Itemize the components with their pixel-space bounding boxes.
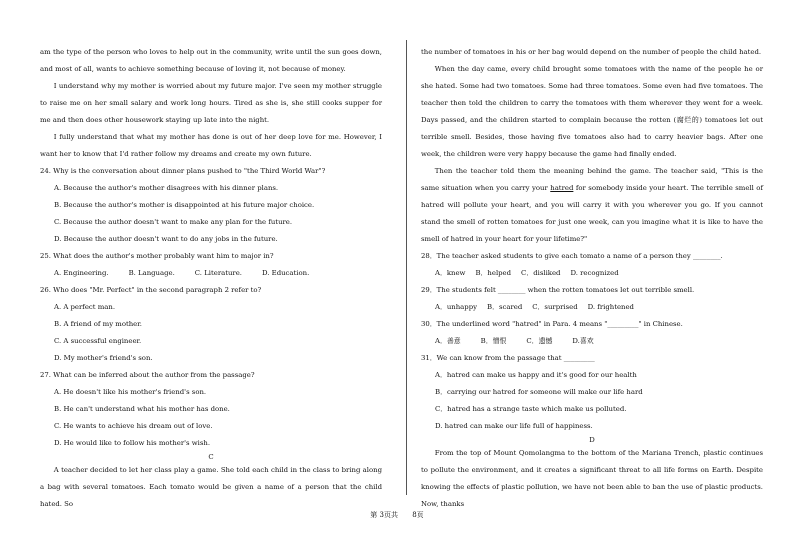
options-30 (421, 333, 763, 350)
paragraph: I fully understand that what my mother has done is out of her deep love for me. However, I want her to know that I'd rather follow my dreams and create my own future. (40, 133, 382, 158)
right-column (421, 44, 763, 513)
option-30b: B．憎恨 (480, 337, 507, 345)
option-25a: A. Engineering. (54, 269, 109, 277)
option-28a: A．knew (435, 269, 466, 277)
paragraph: A teacher decided to let her class play a game. She told each child in the class to bring along a bag with several tomatoes. Each tomato would be given a name of a person that the child hated. So (40, 466, 382, 508)
option-29b: B．scared (487, 303, 523, 311)
option-26c: C. A successful engineer. (54, 337, 142, 345)
page-footer (0, 510, 794, 520)
paragraph (421, 163, 763, 248)
option-31c: C．hatred has a strange taste which make us polluted. (435, 405, 627, 413)
option-24a: A. Because the author's mother disagrees with his dinner plans. (54, 184, 279, 192)
options-29 (421, 299, 763, 316)
option-31d: D. hatred can make our life full of happiness. (435, 422, 593, 430)
option-24d: D. Because the author doesn't want to do any jobs in the future. (54, 235, 278, 243)
page-number: 第 3页共 (370, 511, 398, 519)
paragraph: I understand why my mother is worried about my future major. I've seen my mother struggle to raise me on her small salary and work long hours. Tired as she is, she still cooks supper for me and then does other housework staying up late into the night. (40, 82, 382, 124)
option-28c: C．disliked (521, 269, 561, 277)
option-29c: C．surprised (532, 303, 578, 311)
option-28b: B．helped (475, 269, 512, 277)
section-heading-c: C (208, 453, 214, 461)
underlined-word-hatred: hatred (550, 184, 574, 192)
question-29: 29．The students felt ________ when the rotten tomatoes let out terrible smell. (421, 286, 695, 294)
option-27d: D. He would like to follow his mother's wish. (54, 439, 211, 447)
option-30c: C．遗憾 (526, 337, 553, 345)
question-31: 31．We can know from the passage that _________ (421, 354, 595, 362)
question-26: 26. Who does "Mr. Perfect" in the second paragraph 2 refer to? (40, 286, 262, 294)
options-28 (421, 265, 763, 282)
option-24c: C. Because the author doesn't want to make any plan for the future. (54, 218, 293, 226)
option-25b: B. Language. (128, 269, 175, 277)
page-total: 8页 (412, 511, 424, 519)
option-29a: A．unhappy (435, 303, 478, 311)
left-column (40, 44, 382, 513)
option-26b: B. A friend of my mother. (54, 320, 142, 328)
option-30d: D.喜欢 (572, 337, 594, 345)
question-30: 30．The underlined word "hatred" in Para. 4 means "_________" in Chinese. (421, 320, 683, 328)
question-25: 25. What does the author's mother probably want him to major in? (40, 252, 274, 260)
option-31b: B．carrying our hatred for someone will make our life hard (435, 388, 643, 396)
option-26d: D. My mother's friend's son. (54, 354, 153, 362)
option-26a: A. A perfect man. (54, 303, 116, 311)
option-28d: D. recognized (570, 269, 619, 277)
option-27b: B. He can't understand what his mother has done. (54, 405, 230, 413)
question-28: 28．The teacher asked students to give each tomato a name of a person they ________. (421, 252, 723, 260)
question-24: 24. Why is the conversation about dinner plans pushed to "the Third World War"? (40, 167, 326, 175)
paragraph: When the day came, every child brought some tomatoes with the name of the people he or she hated. Some had two tomatoes. Some had three tomatoes. Some even had five tomatoes. The teacher then told the children to carry the tomatoes with them wherever they went for a week. Days passed, and the children started to complain because the rotten (腐烂的) tomatoes let out terrible smell. Besides, those having five tomatoes also had to carry heavier bags. After one week, the children were very happy because the game had finally ended. (421, 65, 763, 158)
option-31a: A．hatred can make us happy and it's good for our health (435, 371, 637, 379)
paragraph: the number of tomatoes in his or her bag would depend on the number of people the child hated. (421, 48, 762, 56)
section-heading-d: D (589, 436, 595, 444)
option-27a: A. He doesn't like his mother's friend's son. (54, 388, 207, 396)
option-25d: D. Education. (262, 269, 310, 277)
options-25 (40, 265, 382, 282)
option-29d: D. frightened (587, 303, 634, 311)
option-27c: C. He wants to achieve his dream out of love. (54, 422, 213, 430)
option-30a: A．善意 (435, 337, 461, 345)
option-24b: B. Because the author's mother is disappointed at his future major choice. (54, 201, 315, 209)
column-divider (406, 40, 407, 495)
paragraph: From the top of Mount Qomolangma to the bottom of the Mariana Trench, plastic continues to pollute the environment, and it creates a significant threat to all life forms on Earth. Despite knowing the effects of plastic pollution, we have not been able to ban the use of plastic products. Now, thanks (421, 449, 763, 508)
paragraph-text: Then the teacher told them the meaning behind the game. The teacher said, "This is the same situation when you carry your (421, 167, 763, 192)
option-25c: C. Literature. (194, 269, 242, 277)
question-27: 27. What can be inferred about the author from the passage? (40, 371, 255, 379)
paragraph-text: for somebody inside your heart. The terrible smell of hatred will pollute your heart, and you will carry it with you wherever you go. If you cannot stand the smell of rotten tomatoes for just one week, can you imagine what it is like to have the smell of hatred in your heart for your lifetime?" (421, 184, 763, 243)
paragraph: am the type of the person who loves to help out in the community, write until the sun goes down, and most of all, wants to achieve something because of loving it, not because of money. (40, 48, 382, 73)
